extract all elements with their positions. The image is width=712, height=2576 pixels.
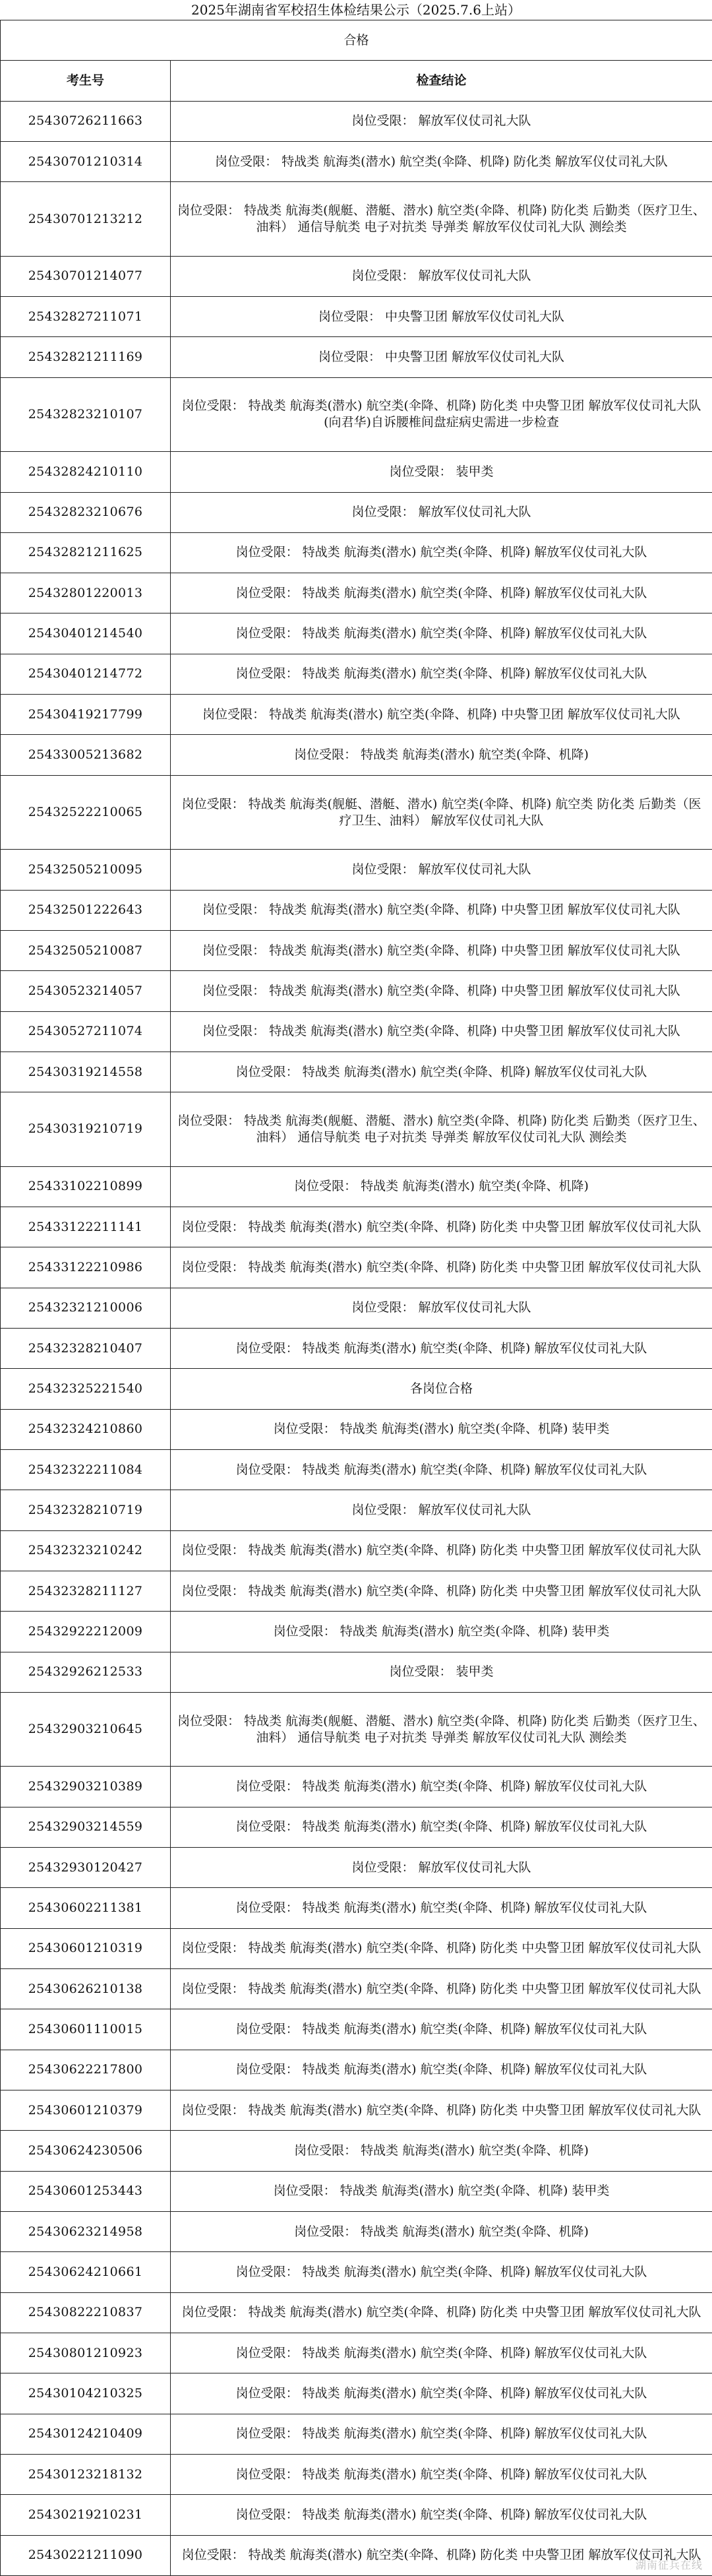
- table-row: [1, 1166, 712, 1207]
- table-row: [1, 1848, 712, 1888]
- table-row: [1, 1888, 712, 1928]
- table-row: [1, 1369, 712, 1409]
- exam-result: 岗位受限： 特战类 航海类(潜水) 航空类(伞降、机降) 防化类 中央警卫团 解放军仪仗司礼大队: [171, 2292, 712, 2333]
- exam-result: 岗位受限： 特战类 航海类(潜水) 航空类(伞降、机降) 中央警卫团 解放军仪仗司礼大队: [171, 971, 712, 1011]
- exam-result: 岗位受限： 特战类 航海类(潜水) 航空类(伞降、机降): [171, 735, 712, 775]
- exam-result: 岗位受限： 中央警卫团 解放军仪仗司礼大队: [171, 337, 712, 377]
- candidate-id: 25430221211090: [1, 2535, 171, 2575]
- exam-result: 岗位受限： 特战类 航海类(潜水) 航空类(伞降、机降) 中央警卫团 解放军仪仗司礼大队: [171, 930, 712, 970]
- exam-result: 岗位受限： 特战类 航海类(潜水) 航空类(伞降、机降) 解放军仪仗司礼大队: [171, 2495, 712, 2535]
- candidate-id: 25432922212009: [1, 1612, 171, 1652]
- exam-result: 岗位受限： 特战类 航海类(潜水) 航空类(伞降、机降) 解放军仪仗司礼大队: [171, 1767, 712, 1807]
- table-row: [1, 2009, 712, 2050]
- exam-result: 岗位受限： 特战类 航海类(潜水) 航空类(伞降、机降) 解放军仪仗司礼大队: [171, 2454, 712, 2494]
- exam-result: 岗位受限： 特战类 航海类(潜水) 航空类(伞降、机降) 装甲类: [171, 1612, 712, 1652]
- candidate-id: 25430701213212: [1, 182, 171, 256]
- candidate-id: 25432903210389: [1, 1767, 171, 1807]
- table-row: [1, 2050, 712, 2090]
- candidate-id: 25430623214958: [1, 2211, 171, 2251]
- table-row: [1, 735, 712, 775]
- exam-result: 岗位受限： 特战类 航海类(潜水) 航空类(伞降、机降) 防化类 中央警卫团 解放军仪仗司礼大队: [171, 2535, 712, 2575]
- table-row: [1, 141, 712, 181]
- candidate-id: 25432501222643: [1, 890, 171, 930]
- exam-result: 岗位受限： 特战类 航海类(潜水) 航空类(伞降、机降) 解放军仪仗司礼大队: [171, 1888, 712, 1928]
- candidate-id: 25430626210138: [1, 1968, 171, 2009]
- candidate-id: 25433102210899: [1, 1166, 171, 1207]
- candidate-id: 25430523214057: [1, 971, 171, 1011]
- exam-result: 岗位受限： 装甲类: [171, 1652, 712, 1692]
- exam-result: 岗位受限： 特战类 航海类(潜水) 航空类(伞降、机降) 防化类 解放军仪仗司礼大队: [171, 141, 712, 181]
- exam-result: 岗位受限： 特战类 航海类(潜水) 航空类(伞降、机降) 中央警卫团 解放军仪仗司礼大队: [171, 890, 712, 930]
- exam-result: 岗位受限： 特战类 航海类(潜水) 航空类(伞降、机降) 防化类 中央警卫团 解放军仪仗司礼大队: [171, 2090, 712, 2130]
- table-row: [1, 452, 712, 492]
- candidate-id: 25432324210860: [1, 1409, 171, 1449]
- table-row: [1, 613, 712, 654]
- candidate-id: 25430801210923: [1, 2333, 171, 2373]
- table-row: [1, 2292, 712, 2333]
- table-row: [1, 654, 712, 694]
- candidate-id: 25430602211381: [1, 1888, 171, 1928]
- table-row: [1, 2171, 712, 2211]
- candidate-id: 25433005213682: [1, 735, 171, 775]
- table-row: [1, 377, 712, 451]
- exam-result: 岗位受限： 特战类 航海类(潜水) 航空类(伞降、机降) 中央警卫团 解放军仪仗司礼大队: [171, 1011, 712, 1052]
- table-row: [1, 1530, 712, 1571]
- candidate-id: 25432325221540: [1, 1369, 171, 1409]
- group-label: 合格: [1, 20, 712, 61]
- candidate-id: 25430319214558: [1, 1052, 171, 1092]
- candidate-id: 25432328210719: [1, 1490, 171, 1530]
- exam-result: 岗位受限： 解放军仪仗司礼大队: [171, 1848, 712, 1888]
- results-table-body: [1, 20, 712, 2576]
- exam-result: 岗位受限： 特战类 航海类(潜水) 航空类(伞降、机降) 解放军仪仗司礼大队: [171, 1449, 712, 1490]
- exam-result: 岗位受限： 特战类 航海类(潜水) 航空类(伞降、机降) 解放军仪仗司礼大队: [171, 1807, 712, 1847]
- candidate-id: 25432801220013: [1, 573, 171, 613]
- candidate-id: 25432821211625: [1, 532, 171, 573]
- exam-result: 岗位受限： 解放军仪仗司礼大队: [171, 492, 712, 532]
- exam-result: 岗位受限： 特战类 航海类(潜水) 航空类(伞降、机降) 防化类 中央警卫团 解放军仪仗司礼大队: [171, 1247, 712, 1288]
- table-row: [1, 2373, 712, 2414]
- candidate-id: 25430104210325: [1, 2373, 171, 2414]
- candidate-id: 25430123218132: [1, 2454, 171, 2494]
- exam-result: 岗位受限： 特战类 航海类(舰艇、潜艇、潜水) 航空类(伞降、机降) 航空类 防化类 后勤类（医疗卫生、油料） 解放军仪仗司礼大队: [171, 775, 712, 849]
- table-row: [1, 2090, 712, 2130]
- exam-result: 岗位受限： 中央警卫团 解放军仪仗司礼大队: [171, 297, 712, 337]
- exam-result: 岗位受限： 特战类 航海类(潜水) 航空类(伞降、机降) 防化类 中央警卫团 解放军仪仗司礼大队: [171, 1571, 712, 1611]
- table-row: [1, 1247, 712, 1288]
- candidate-id: 25432323210242: [1, 1530, 171, 1571]
- watermark: 湖南征兵在线: [635, 2559, 703, 2571]
- candidate-id: 25430624230506: [1, 2131, 171, 2171]
- exam-result: 岗位受限： 特战类 航海类(潜水) 航空类(伞降、机降) 解放军仪仗司礼大队: [171, 654, 712, 694]
- table-row: [1, 890, 712, 930]
- candidate-id: 25432328210407: [1, 1328, 171, 1368]
- table-row: [1, 2333, 712, 2373]
- candidate-id: 25433122210986: [1, 1247, 171, 1288]
- exam-result: 岗位受限： 特战类 航海类(潜水) 航空类(伞降、机降): [171, 2211, 712, 2251]
- table-row: [1, 1052, 712, 1092]
- table-row: [1, 1612, 712, 1652]
- exam-result: 岗位受限： 特战类 航海类(潜水) 航空类(伞降、机降) 防化类 中央警卫团 解放军仪仗司礼大队: [171, 1928, 712, 1968]
- candidate-id: 25432930120427: [1, 1848, 171, 1888]
- candidate-id: 25432823210107: [1, 377, 171, 451]
- candidate-id: 25432321210006: [1, 1288, 171, 1328]
- exam-result: 岗位受限： 特战类 航海类(潜水) 航空类(伞降、机降) 中央警卫团 解放军仪仗司礼大队: [171, 695, 712, 735]
- table-row: [1, 256, 712, 296]
- candidate-id: 25430219210231: [1, 2495, 171, 2535]
- table-row: [1, 297, 712, 337]
- candidate-id: 25430701210314: [1, 141, 171, 181]
- exam-result: 岗位受限： 装甲类: [171, 452, 712, 492]
- candidate-id: 25432328211127: [1, 1571, 171, 1611]
- candidate-id: 25430601210319: [1, 1928, 171, 1968]
- header-row: [1, 61, 712, 101]
- candidate-id: 25432522210065: [1, 775, 171, 849]
- candidate-id: 25430527211074: [1, 1011, 171, 1052]
- exam-result: 岗位受限： 特战类 航海类(潜水) 航空类(伞降、机降) 解放军仪仗司礼大队: [171, 2050, 712, 2090]
- candidate-id: 25432903214559: [1, 1807, 171, 1847]
- candidate-id: 25430701214077: [1, 256, 171, 296]
- exam-result: 岗位受限： 特战类 航海类(潜水) 航空类(伞降、机降) 解放军仪仗司礼大队: [171, 2252, 712, 2292]
- table-row: [1, 1571, 712, 1611]
- table-row: [1, 182, 712, 256]
- exam-result: 岗位受限： 特战类 航海类(潜水) 航空类(伞降、机降): [171, 1166, 712, 1207]
- table-row: [1, 971, 712, 1011]
- candidate-id: 25432903210645: [1, 1692, 171, 1766]
- table-row: [1, 2414, 712, 2454]
- table-row: [1, 1490, 712, 1530]
- table-row: [1, 337, 712, 377]
- table-row: [1, 2454, 712, 2494]
- candidate-id: 25430601110015: [1, 2009, 171, 2050]
- exam-result: 岗位受限： 解放军仪仗司礼大队: [171, 1288, 712, 1328]
- group-row: [1, 20, 712, 61]
- exam-result: 岗位受限： 特战类 航海类(潜水) 航空类(伞降、机降) 解放军仪仗司礼大队: [171, 2009, 712, 2050]
- exam-result: 岗位受限： 特战类 航海类(潜水) 航空类(伞降、机降) 防化类 中央警卫团 解放军仪仗司礼大队: [171, 1530, 712, 1571]
- exam-result: 岗位受限： 特战类 航海类(舰艇、潜艇、潜水) 航空类(伞降、机降) 防化类 后勤类（医疗卫生、油料） 通信导航类 电子对抗类 导弹类 解放军仪仗司礼大队 测绘类: [171, 182, 712, 256]
- column-header-id: 考生号: [1, 61, 171, 101]
- exam-result: 岗位受限： 特战类 航海类(潜水) 航空类(伞降、机降) 解放军仪仗司礼大队: [171, 532, 712, 573]
- candidate-id: 25432823210676: [1, 492, 171, 532]
- exam-result: 岗位受限： 特战类 航海类(潜水) 航空类(伞降、机降) 装甲类: [171, 2171, 712, 2211]
- exam-result: 岗位受限： 特战类 航海类(潜水) 航空类(伞降、机降) 装甲类: [171, 1409, 712, 1449]
- exam-result: 岗位受限： 特战类 航海类(潜水) 航空类(伞降、机降) 解放军仪仗司礼大队: [171, 573, 712, 613]
- exam-result: 岗位受限： 特战类 航海类(潜水) 航空类(伞降、机降) 解放军仪仗司礼大队: [171, 1328, 712, 1368]
- column-header-result: 检查结论: [171, 61, 712, 101]
- exam-result: 岗位受限： 特战类 航海类(潜水) 航空类(伞降、机降) 解放军仪仗司礼大队: [171, 1052, 712, 1092]
- table-row: [1, 1968, 712, 2009]
- table-row: [1, 2131, 712, 2171]
- candidate-id: 25430401214540: [1, 613, 171, 654]
- candidate-id: 25430622217800: [1, 2050, 171, 2090]
- table-row: [1, 1807, 712, 1847]
- exam-result: 岗位受限： 解放军仪仗司礼大队: [171, 1490, 712, 1530]
- exam-result: 岗位受限： 解放军仪仗司礼大队: [171, 101, 712, 141]
- table-row: [1, 1652, 712, 1692]
- table-row: [1, 1767, 712, 1807]
- exam-result: 岗位受限： 特战类 航海类(潜水) 航空类(伞降、机降) 解放军仪仗司礼大队: [171, 613, 712, 654]
- table-row: [1, 2535, 712, 2575]
- candidate-id: 25430601253443: [1, 2171, 171, 2211]
- table-row: [1, 1328, 712, 1368]
- table-row: [1, 1928, 712, 1968]
- candidate-id: 25432926212533: [1, 1652, 171, 1692]
- table-row: [1, 492, 712, 532]
- candidate-id: 25430124210409: [1, 2414, 171, 2454]
- table-row: [1, 101, 712, 141]
- table-row: [1, 695, 712, 735]
- candidate-id: 25430624210661: [1, 2252, 171, 2292]
- candidate-id: 25433122211141: [1, 1207, 171, 1247]
- exam-result: 岗位受限： 解放军仪仗司礼大队: [171, 850, 712, 890]
- results-table: [0, 20, 712, 2576]
- table-row: [1, 1692, 712, 1766]
- candidate-id: 25432322211084: [1, 1449, 171, 1490]
- exam-result: 岗位受限： 特战类 航海类(潜水) 航空类(伞降、机降): [171, 2131, 712, 2171]
- page-title: 2025年湖南省军校招生体检结果公示（2025.7.6上站）: [191, 2, 521, 18]
- candidate-id: 25432827211071: [1, 297, 171, 337]
- table-row: [1, 1011, 712, 1052]
- table-row: [1, 2211, 712, 2251]
- candidate-id: 25432821211169: [1, 337, 171, 377]
- exam-result: 岗位受限： 特战类 航海类(舰艇、潜艇、潜水) 航空类(伞降、机降) 防化类 后勤类（医疗卫生、油料） 通信导航类 电子对抗类 导弹类 解放军仪仗司礼大队 测绘类: [171, 1692, 712, 1766]
- table-row: [1, 1092, 712, 1166]
- table-row: [1, 532, 712, 573]
- exam-result: 岗位受限： 特战类 航海类(潜水) 航空类(伞降、机降) 防化类 中央警卫团 解放军仪仗司礼大队: [171, 1968, 712, 2009]
- table-row: [1, 850, 712, 890]
- table-row: [1, 1449, 712, 1490]
- candidate-id: 25432505210087: [1, 930, 171, 970]
- table-row: [1, 573, 712, 613]
- exam-result: 各岗位合格: [171, 1369, 712, 1409]
- table-row: [1, 2252, 712, 2292]
- exam-result: 岗位受限： 特战类 航海类(潜水) 航空类(伞降、机降) 解放军仪仗司礼大队: [171, 2373, 712, 2414]
- table-row: [1, 1409, 712, 1449]
- exam-result: 岗位受限： 特战类 航海类(潜水) 航空类(伞降、机降) 解放军仪仗司礼大队: [171, 2333, 712, 2373]
- exam-result: 岗位受限： 解放军仪仗司礼大队: [171, 256, 712, 296]
- candidate-id: 25430822210837: [1, 2292, 171, 2333]
- table-row: [1, 930, 712, 970]
- candidate-id: 25432505210095: [1, 850, 171, 890]
- candidate-id: 25432824210110: [1, 452, 171, 492]
- table-row: [1, 1288, 712, 1328]
- exam-result: 岗位受限： 特战类 航海类(潜水) 航空类(伞降、机降) 解放军仪仗司礼大队: [171, 2414, 712, 2454]
- candidate-id: 25430401214772: [1, 654, 171, 694]
- candidate-id: 25430601210379: [1, 2090, 171, 2130]
- table-row: [1, 2495, 712, 2535]
- table-row: [1, 775, 712, 849]
- exam-result: 岗位受限： 特战类 航海类(舰艇、潜艇、潜水) 航空类(伞降、机降) 防化类 后勤类（医疗卫生、油料） 通信导航类 电子对抗类 导弹类 解放军仪仗司礼大队 测绘类: [171, 1092, 712, 1166]
- table-row: [1, 1207, 712, 1247]
- candidate-id: 25430319210719: [1, 1092, 171, 1166]
- exam-result: 岗位受限： 特战类 航海类(潜水) 航空类(伞降、机降) 防化类 中央警卫团 解放军仪仗司礼大队(向君华)自诉腰椎间盘症病史需进一步检查: [171, 377, 712, 451]
- candidate-id: 25430419217799: [1, 695, 171, 735]
- exam-result: 岗位受限： 特战类 航海类(潜水) 航空类(伞降、机降) 防化类 中央警卫团 解放军仪仗司礼大队: [171, 1207, 712, 1247]
- candidate-id: 25430726211663: [1, 101, 171, 141]
